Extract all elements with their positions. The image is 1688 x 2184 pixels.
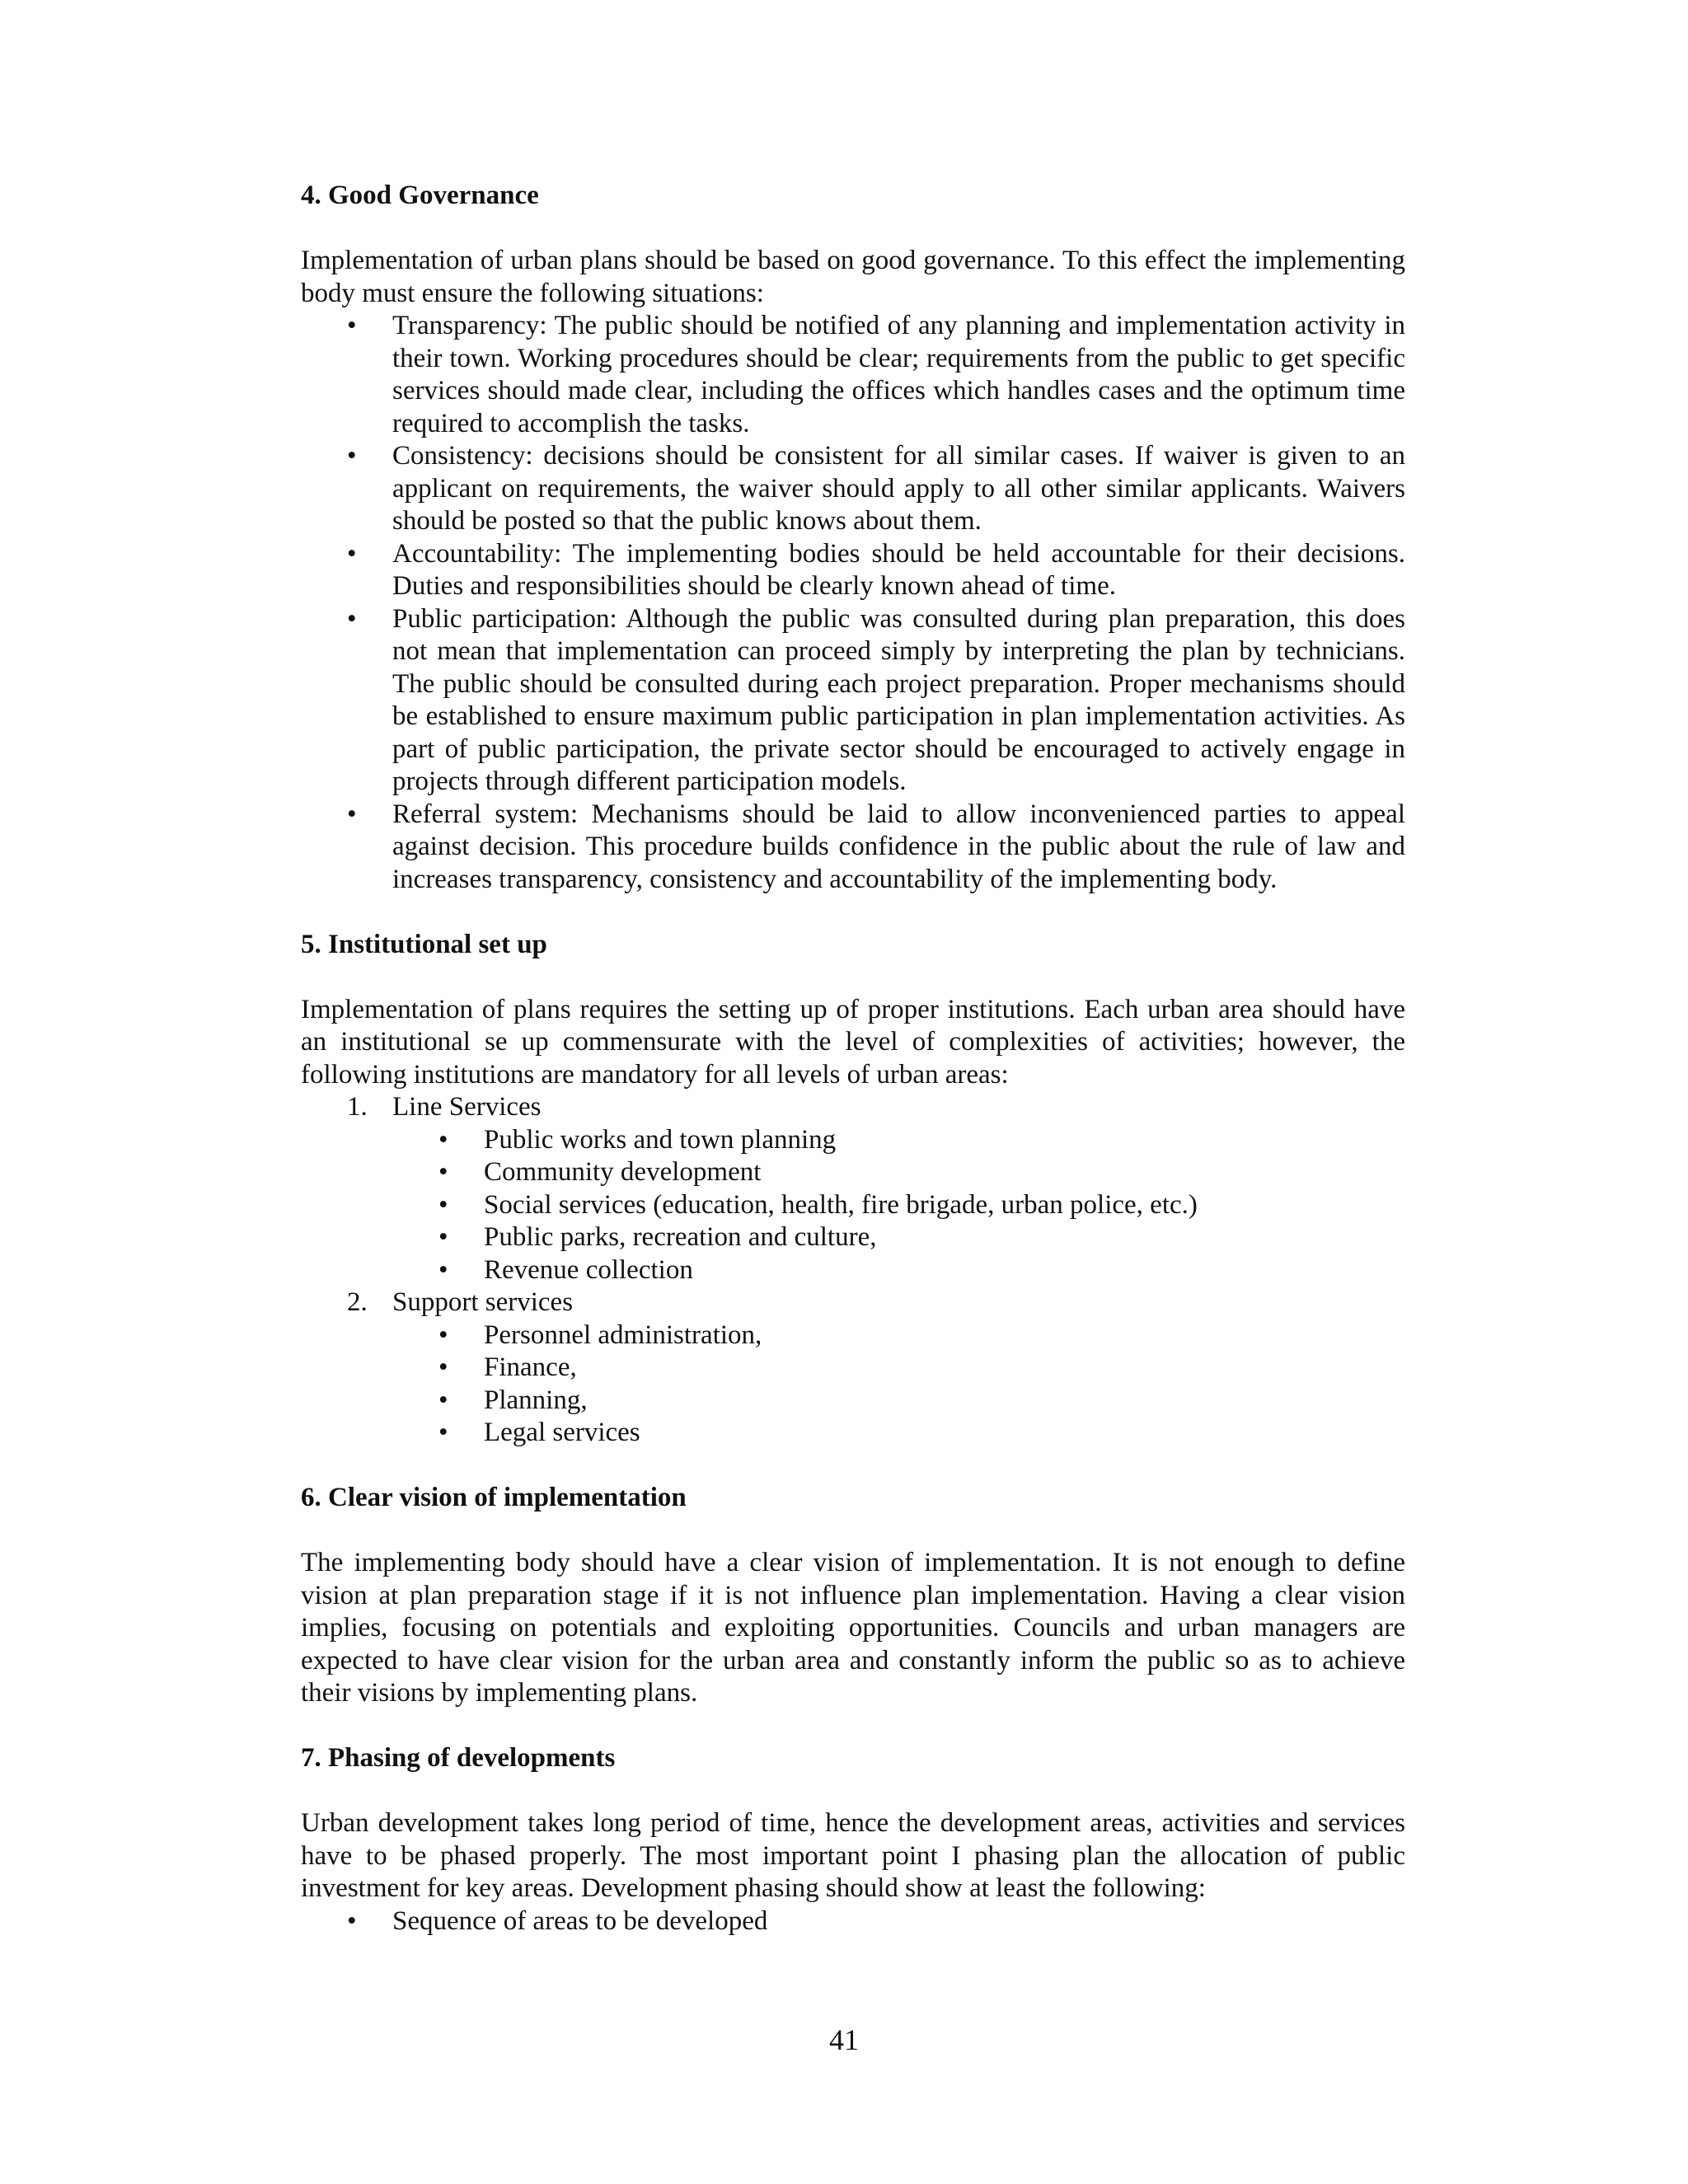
item-number: 1. (347, 1092, 368, 1122)
phasing-bullet-list (301, 1905, 1405, 1938)
list-item: • Planning, (301, 1385, 1405, 1418)
list-item: • Revenue collection (301, 1254, 1405, 1287)
spacer (301, 1515, 1405, 1548)
support-services-list (301, 1319, 1405, 1450)
list-item: • Consistency: decisions should be consistent for all similar cases. If waiver is given to an applicant on requirements, the waiver should apply to all other similar applicants. Waivers should be posted so that the public knows about them. (301, 440, 1405, 538)
governance-intro: Implementation of urban plans should be based on good governance. To this effect the implementing body must ensure the following situations: (301, 246, 1405, 308)
numbered-item-header (301, 1091, 1405, 1124)
list-item: • Social services (education, health, fire brigade, urban police, etc.) (301, 1189, 1405, 1222)
list-item: • Legal services (301, 1417, 1405, 1450)
list-item: • Accountability: The implementing bodies should be held accountable for their decisions. Duties and responsibilities should be clearly known ahead of time. (301, 538, 1405, 603)
spacer (301, 213, 1405, 246)
numbered-item-support-services (301, 1286, 1405, 1450)
list-item: • Referral system: Mechanisms should be laid to allow inconvenienced parties to appeal against decision. This procedure builds confidence in the public about the rule of law and increases transparency, consistency and accountability of the implementing body. (301, 799, 1405, 897)
spacer (301, 1710, 1405, 1743)
list-item: • Public parks, recreation and culture, (301, 1221, 1405, 1254)
institutional-intro: Implementation of plans requires the setting up of proper institutions. Each urban area should have an institutional se up commensurate with the level of complexities of activities; however, the following institutions are mandatory for all levels of urban areas: (301, 994, 1405, 1090)
list-item: • Personnel administration, (301, 1319, 1405, 1352)
line-services-list (301, 1124, 1405, 1287)
section-heading-phasing: 7. Phasing of developments (301, 1743, 616, 1773)
numbered-item-line-services (301, 1091, 1405, 1286)
spacer (301, 1775, 1405, 1808)
spacer (301, 1450, 1405, 1483)
section-heading-good-governance: 4. Good Governance (301, 180, 539, 210)
governance-bullet-list (301, 310, 1405, 896)
numbered-item-header (301, 1286, 1405, 1319)
list-item: • Public works and town planning (301, 1124, 1405, 1157)
spacer (301, 896, 1405, 929)
item-label: Line Services (392, 1092, 542, 1122)
spacer (301, 961, 1405, 994)
vision-body: The implementing body should have a clear vision of implementation. It is not enough to define vision at plan preparation stage if it is not influence plan implementation. Having a clear vision implies, focusing on potentials and exploiting opportunities. Councils and urban managers are expected to have clear vision for the urban area and constantly inform the public so as to achieve their visions by implementing plans. (301, 1548, 1405, 1708)
document-page (301, 180, 1405, 1938)
page-number: 41 (829, 2023, 859, 2056)
section-heading-institutional-set-up: 5. Institutional set up (301, 929, 547, 959)
institutions-numbered-list (301, 1091, 1405, 1450)
section-heading-clear-vision: 6. Clear vision of implementation (301, 1483, 687, 1512)
list-item: • Transparency: The public should be notified of any planning and implementation activity in their town. Working procedures should be clear; requirements from the public to get specific services should made clear, including the offices which handles cases and the optimum time required to accomplish the tasks. (301, 310, 1405, 440)
item-label: Support services (392, 1287, 574, 1317)
list-item: • Public participation: Although the public was consulted during plan preparation, this does not mean that implementation can proceed simply by interpreting the plan by technicians. The public should be consulted during each project preparation. Proper mechanisms should be established to ensure maximum public participation in plan implementation activities. As part of public participation, the private sector should be encouraged to actively engage in projects through different participation models. (301, 603, 1405, 799)
item-number: 2. (347, 1287, 368, 1317)
list-item: • Sequence of areas to be developed (301, 1905, 1405, 1938)
list-item: • Community development (301, 1156, 1405, 1189)
phasing-intro: Urban development takes long period of time, hence the development areas, activities and services have to be phased properly. The most important point I phasing plan the allocation of public investment for key areas. Development phasing should show at least the following: (301, 1808, 1405, 1903)
list-item: • Finance, (301, 1352, 1405, 1385)
